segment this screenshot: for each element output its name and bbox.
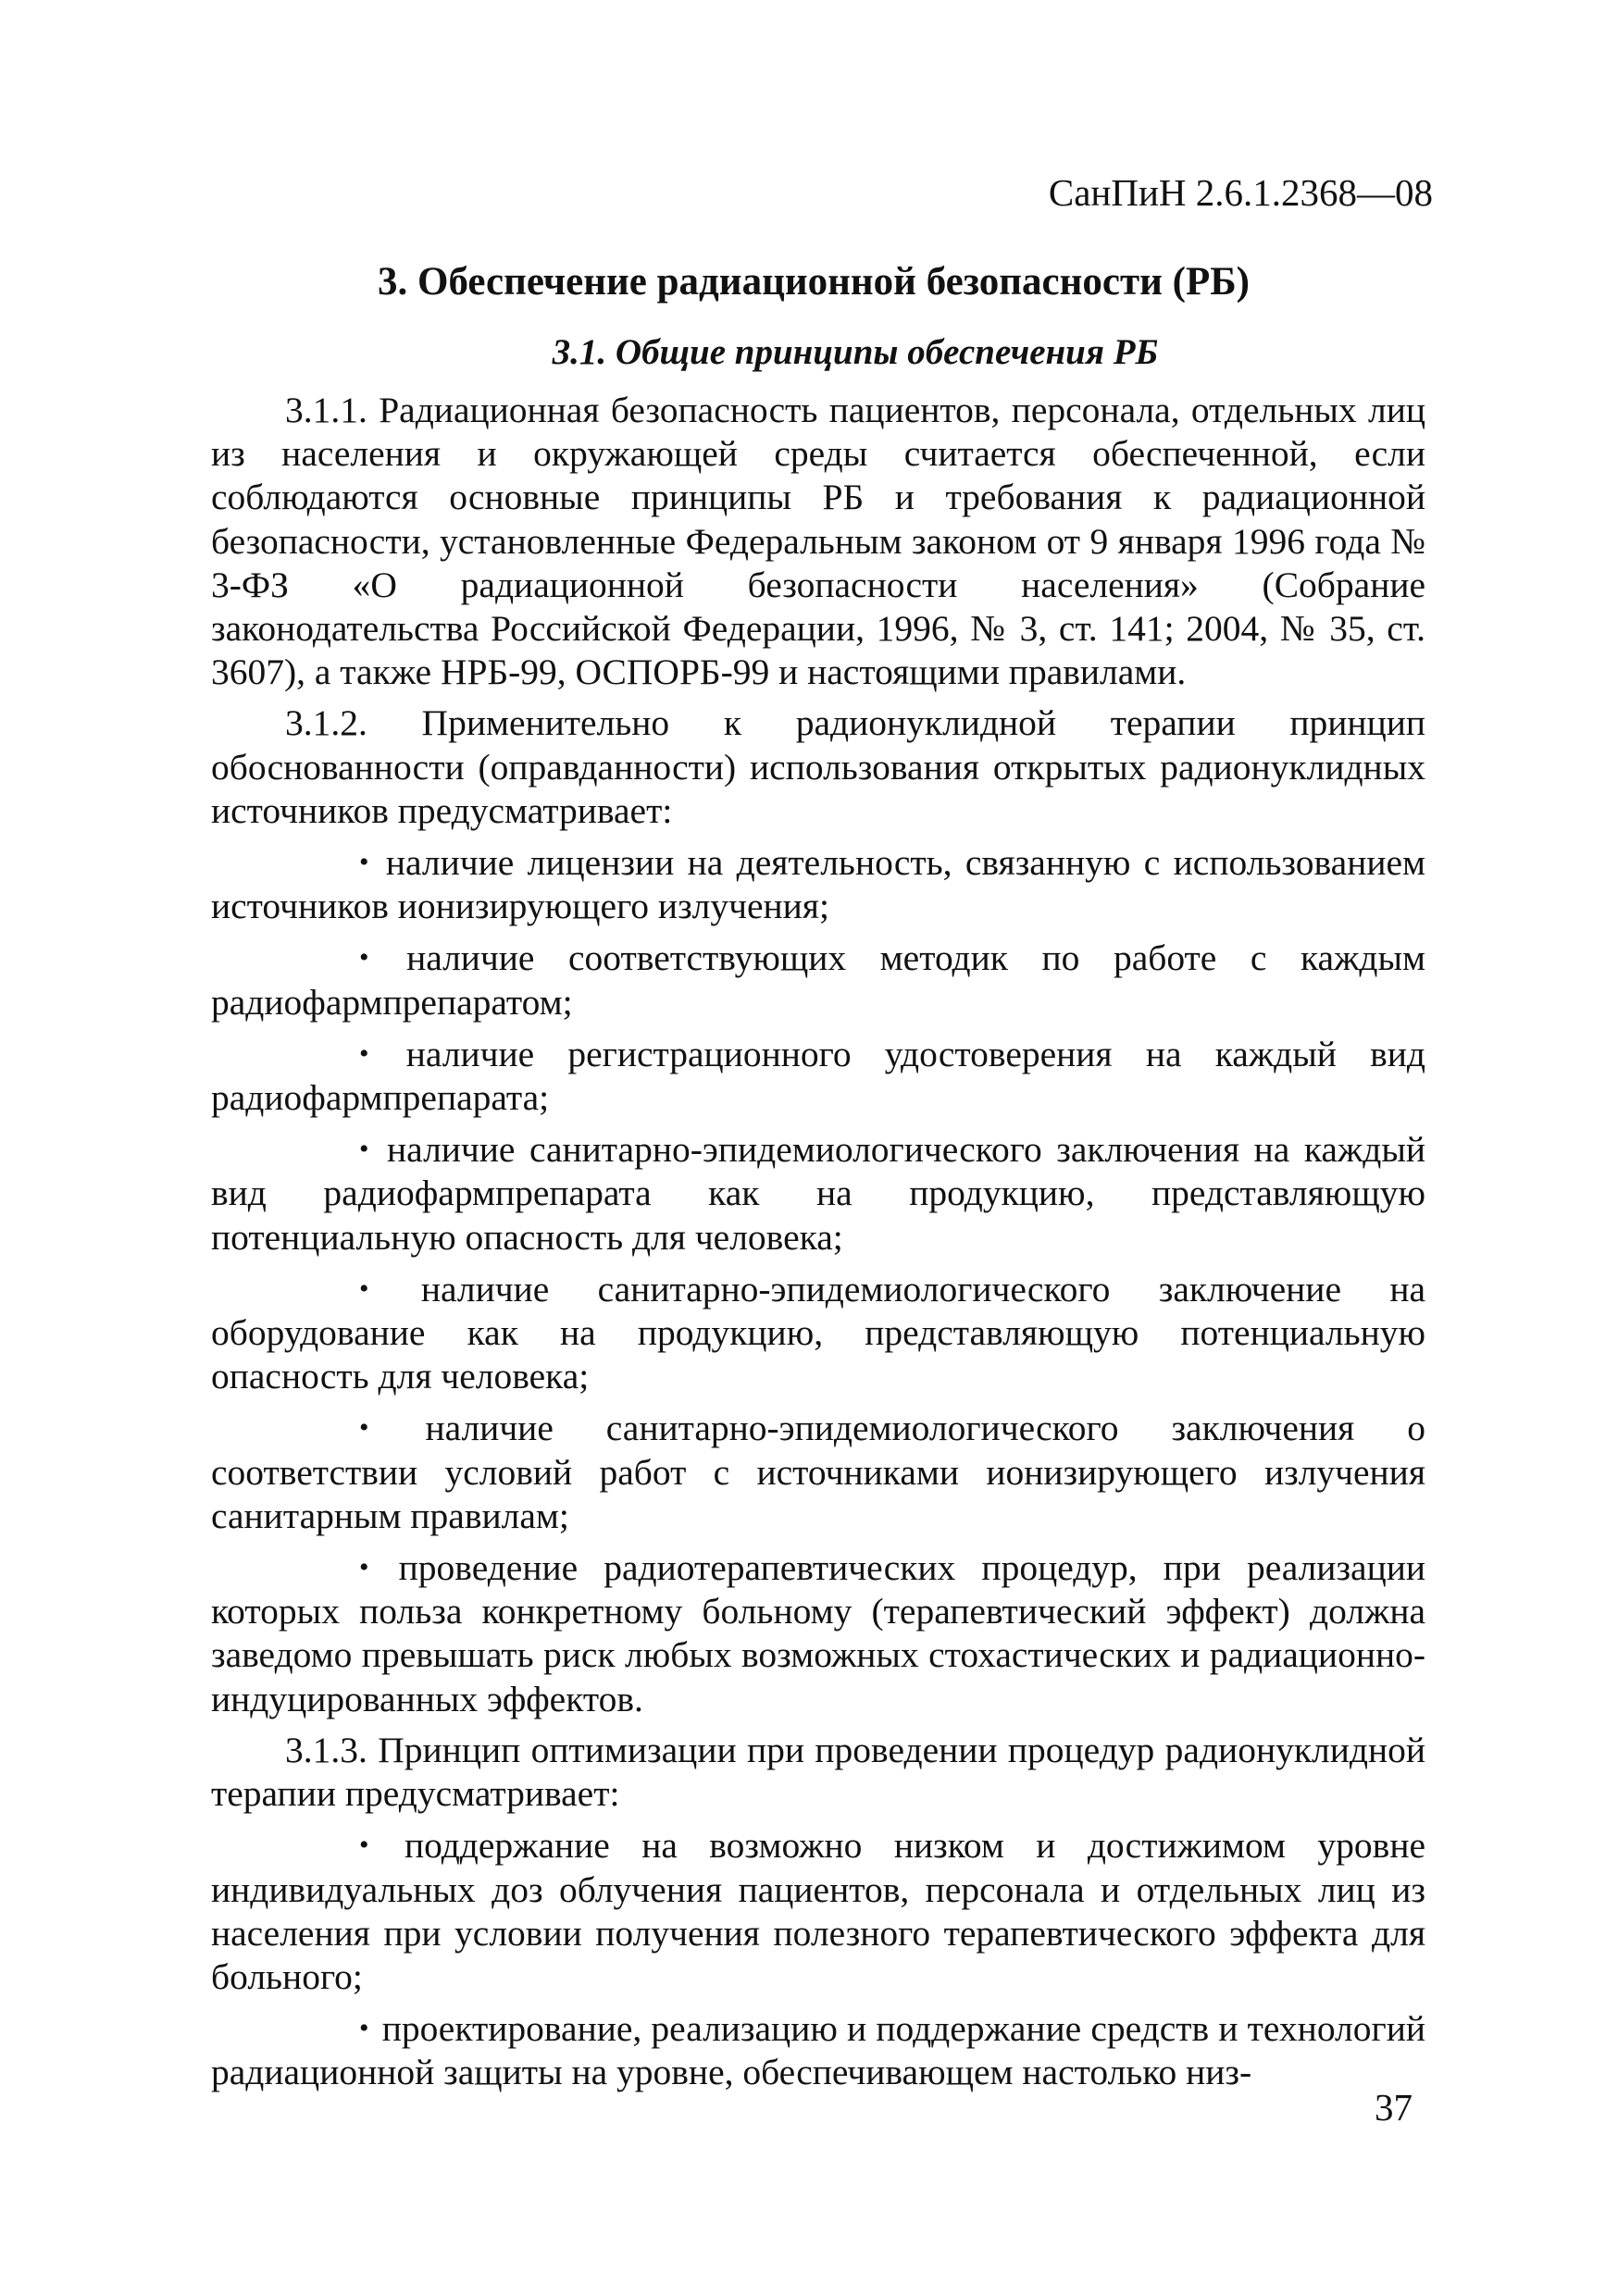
bullet-icon: • <box>359 942 369 974</box>
list-item <box>211 1032 1425 1120</box>
document-code-header: СанПиН 2.6.1.2368—08 <box>1048 171 1433 214</box>
paragraph-3-1-1: 3.1.1. Радиационная безопасность пациентов, персонала, отдельных лиц из населения и окружающей среды считается обеспеченной, если соблюдаются основные принципы РБ и требования к радиационной безопасности, установленные Федеральным законом от 9 января 1996 года № 3-ФЗ «О радиационной безопасности населения» (Собрание законодательства Российской Федерации, 1996, № 3, ст. 141; 2004, № 35, ст. 3607), а также НРБ-99, ОСПОРБ-99 и настоящими правилами. <box>211 390 1425 693</box>
body-text <box>211 389 1425 2103</box>
bullet-icon: • <box>359 1037 369 1069</box>
list-item-text: наличие регистрационного удостоверения на каждый вид радиофармпрепарата; <box>211 1033 1426 1119</box>
section-title: 3. Обеспечение радиационной безопасности (РБ) <box>378 260 1250 304</box>
list-item-text: наличие соответствующих методик по работе с каждым радиофармпрепаратом; <box>211 937 1426 1023</box>
list-item-text: наличие лицензии на деятельность, связанную с использованием источников ионизирующего излучения; <box>211 842 1426 927</box>
list-item <box>211 1823 1425 1999</box>
list-item-text: проектирование, реализацию и поддержание средств и технологий радиационной защиты на уровне, обеспечивающем настолько низ- <box>211 2008 1425 2093</box>
bullet-icon: • <box>359 1134 369 1165</box>
list-item <box>211 1127 1425 1260</box>
list-item <box>211 1545 1425 1721</box>
page-number: 37 <box>1375 2086 1413 2128</box>
list-item <box>211 2006 1425 2094</box>
paragraph-3-1-3: 3.1.3. Принцип оптимизации при проведении процедур радионуклидной терапии предусматривает: <box>211 1729 1425 1815</box>
bullet-icon: • <box>359 1552 369 1583</box>
bullet-icon: • <box>359 847 369 878</box>
list-item <box>211 936 1425 1024</box>
list-item-text: поддержание на возможно низком и достижимом уровне индивидуальных доз облучения пациентов, персонала и отдельных лиц из населения при условии получения полезного терапевтического эффекта для больного; <box>211 1825 1426 1997</box>
bullet-icon: • <box>359 1412 369 1444</box>
list-item-text: наличие санитарно-эпидемиологического заключения о соответствии условий работ с источниками ионизирующего излучения санитарным правилам; <box>211 1408 1426 1536</box>
bullet-icon: • <box>359 1272 369 1304</box>
list-item <box>211 1267 1425 1399</box>
bullet-icon: • <box>359 2013 369 2044</box>
paragraph-3-1-2: 3.1.2. Применительно к радионуклидной терапии принцип обоснованности (оправданности) использования открытых радионуклидных источников предусматривает: <box>211 702 1425 831</box>
list-item <box>211 840 1425 928</box>
list-item-text: наличие санитарно-эпидемиологического заключения на каждый вид радиофармпрепарата как на продукцию, представляющую потенциальную опасность для человека; <box>211 1129 1426 1258</box>
list-item-text: проведение радиотерапевтических процедур, при реализации которых польза конкретному больному (терапевтический эффект) должна заведомо превышать риск любых возможных стохастических и радиационно-индуцированных эффектов. <box>211 1547 1426 1719</box>
list-item <box>211 1406 1425 1538</box>
list-item-text: наличие санитарно-эпидемиологического заключение на оборудование как на продукцию, представляющую потенциальную опасность для человека; <box>211 1268 1425 1397</box>
bullet-icon: • <box>359 1830 369 1861</box>
subsection-title: 3.1. Общие принципы обеспечения РБ <box>552 332 1159 372</box>
